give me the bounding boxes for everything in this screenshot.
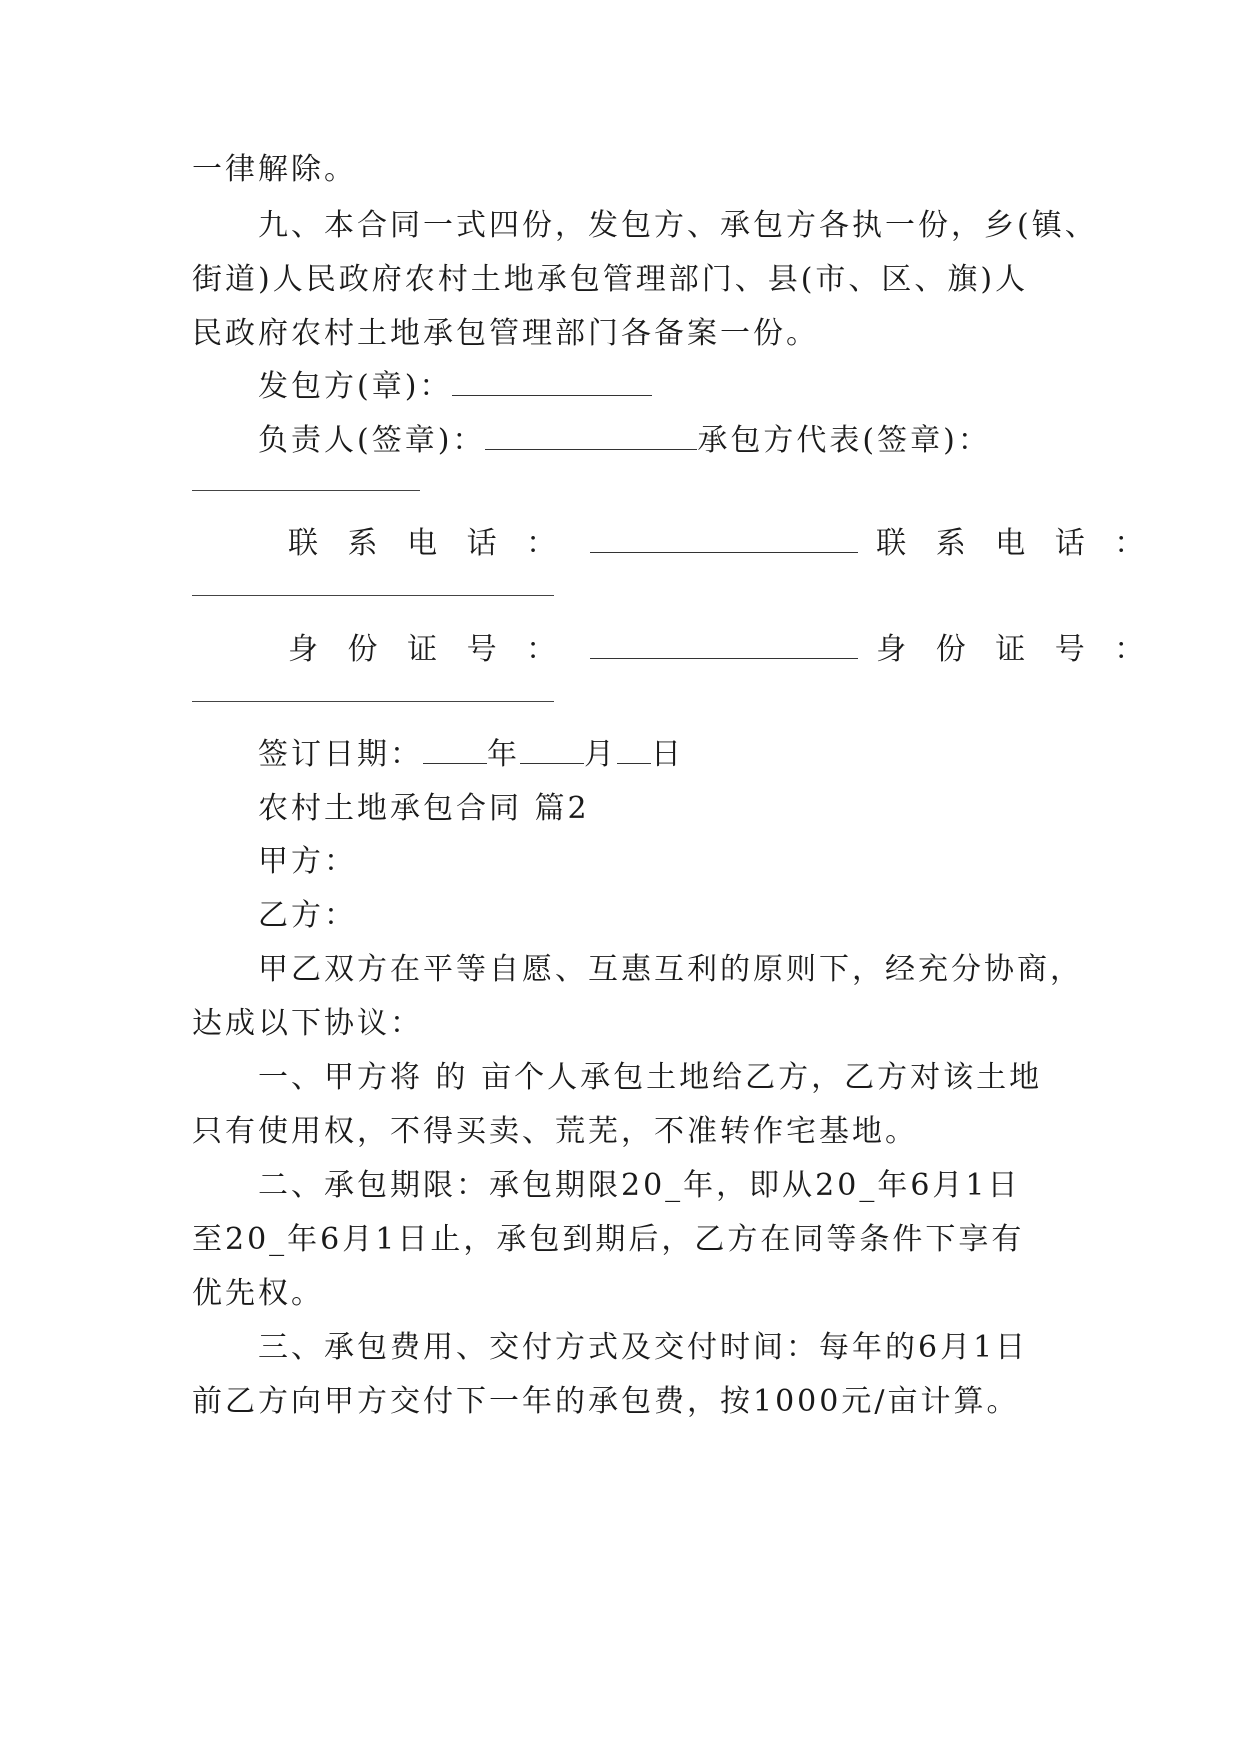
day-blank: [617, 735, 651, 764]
month-blank: [520, 735, 584, 764]
clause-two-line-2: 至20_年6月1日止，承包到期后，乙方在同等条件下享有: [192, 1222, 1025, 1257]
year-label: 年: [487, 737, 520, 772]
id-label-right: 身 份 证 号 ：: [876, 632, 1155, 667]
id-blank-right: [192, 699, 554, 702]
party-a-label: 甲方：: [258, 844, 357, 879]
contractor-rep-label: 承包方代表(签章)：: [697, 423, 991, 458]
phone-blank-left: [590, 524, 858, 553]
day-label: 日: [651, 737, 684, 772]
phone-line: [288, 524, 1155, 564]
text-line: 一律解除。: [192, 152, 357, 187]
preamble-line-2: 达成以下协议：: [192, 1006, 423, 1041]
id-line: [288, 630, 1155, 670]
clause-nine-line-2: 街道)人民政府农村土地承包管理部门、县(市、区、旗)人: [192, 262, 1029, 297]
phone-blank-right: [192, 593, 554, 596]
clause-three-line-2: 前乙方向甲方交付下一年的承包费，按1000元/亩计算。: [192, 1384, 1020, 1419]
signing-date-line: [258, 735, 1118, 775]
id-label-left: 身 份 证 号 ：: [288, 632, 567, 667]
clause-nine-line-3: 民政府农村土地承包管理部门各备案一份。: [192, 316, 819, 351]
id-blank-left: [590, 630, 858, 659]
party-b-label: 乙方：: [258, 898, 357, 933]
clause-two-line-3: 优先权。: [192, 1276, 324, 1311]
clause-one-line-1: 一、甲方将 的 亩个人承包土地给乙方，乙方对该土地: [258, 1060, 1043, 1095]
responsible-person-blank: [485, 421, 697, 450]
year-blank: [423, 735, 487, 764]
section-title: 农村土地承包合同 篇2: [258, 791, 590, 826]
phone-label-left: 联 系 电 话 ：: [288, 526, 567, 561]
responsible-person-label: 负责人(签章)：: [258, 423, 486, 458]
signatory-line: [258, 421, 1118, 461]
clause-nine-line-1: 九、本合同一式四份，发包方、承包方各执一份，乡(镇、: [258, 208, 1098, 243]
contractor-rep-blank: [192, 488, 420, 491]
month-label: 月: [584, 737, 617, 772]
issuer-seal-line: [258, 367, 1118, 407]
clause-three-line-1: 三、承包费用、交付方式及交付时间：每年的6月1日: [258, 1330, 1029, 1365]
clause-one-line-2: 只有使用权，不得买卖、荒芜，不准转作宅基地。: [192, 1114, 918, 1149]
issuer-seal-blank: [452, 367, 652, 396]
issuer-seal-label: 发包方(章)：: [258, 369, 453, 404]
signing-date-label: 签订日期：: [258, 737, 423, 772]
clause-two-line-1: 二、承包期限：承包期限20_年，即从20_年6月1日: [258, 1168, 1021, 1203]
preamble-line-1: 甲乙双方在平等自愿、互惠互利的原则下，经充分协商，: [258, 952, 1083, 987]
phone-label-right: 联 系 电 话 ：: [876, 526, 1155, 561]
